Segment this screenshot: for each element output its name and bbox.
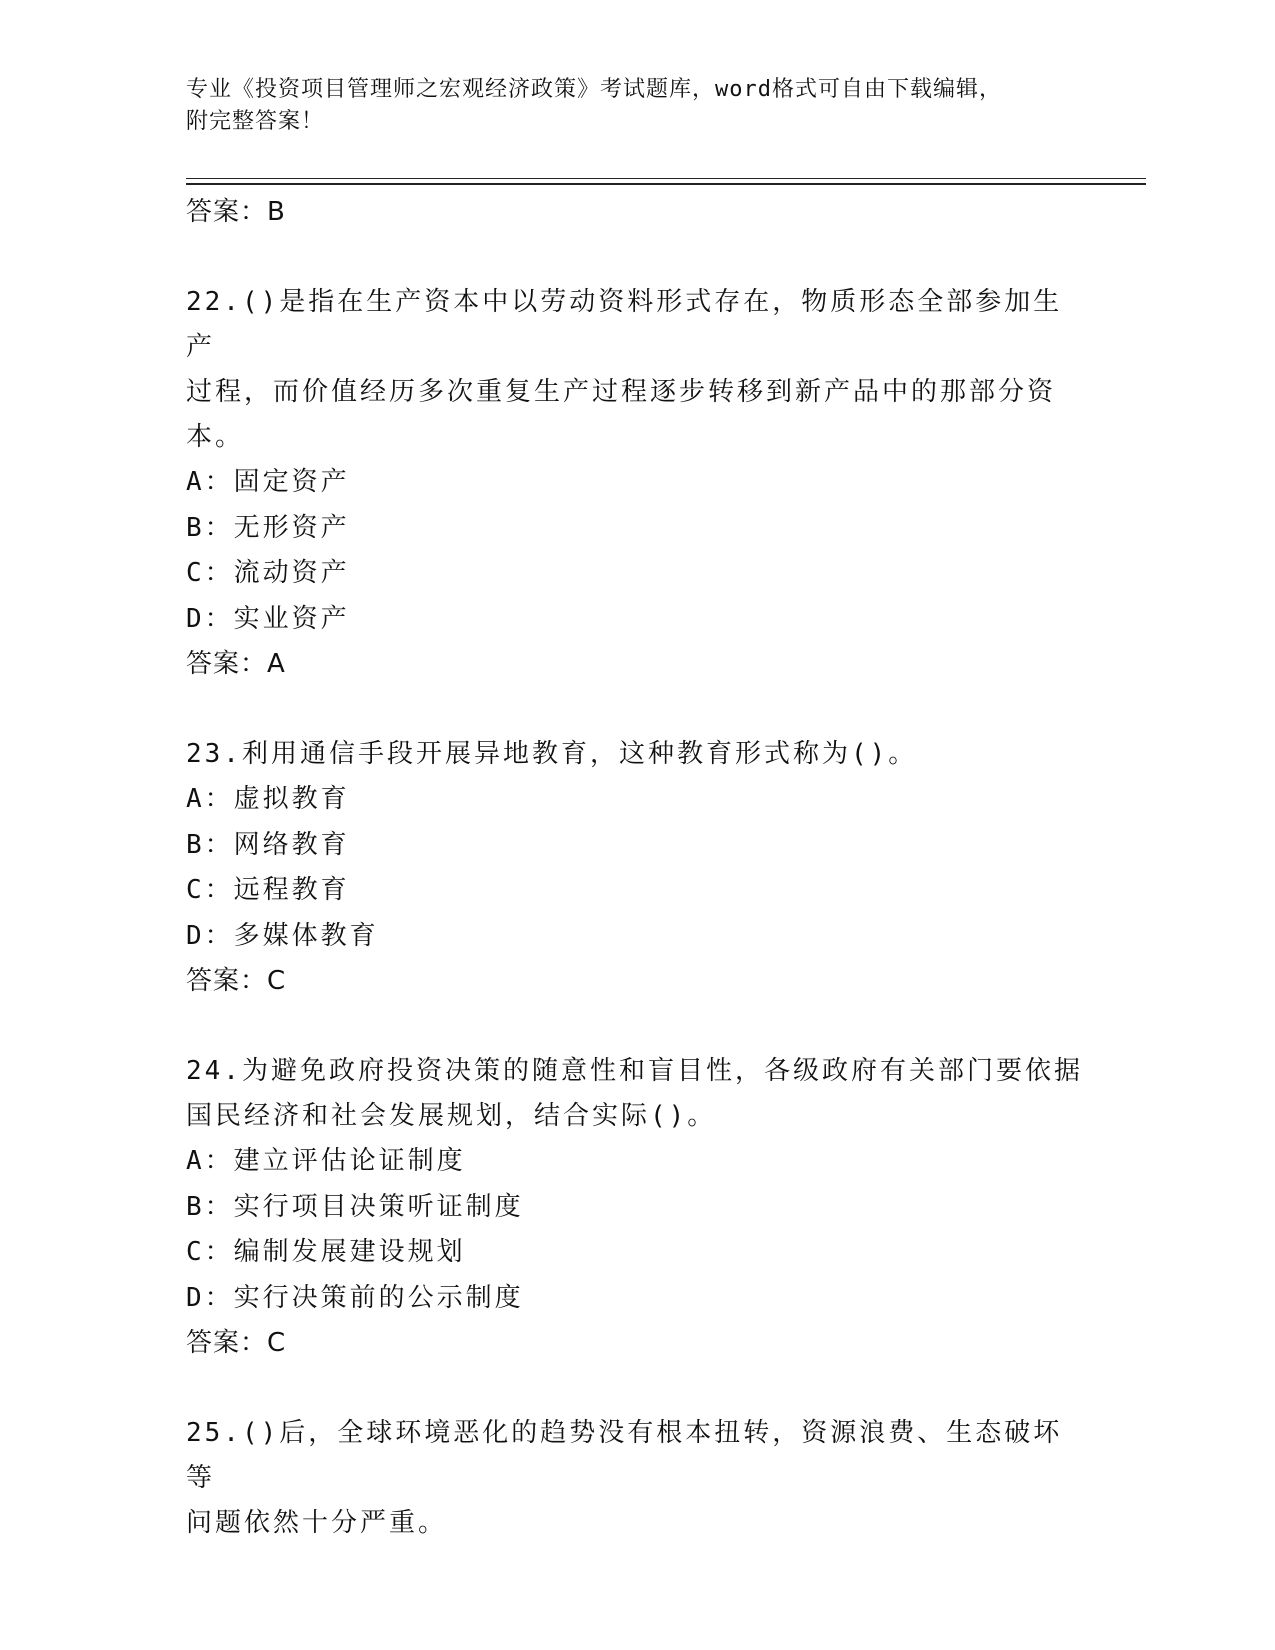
option-c: C：远程教育 [186,875,350,905]
option-d: D：实行决策前的公示制度 [186,1282,524,1313]
option-b: B：实行项目决策听证制度 [186,1191,524,1222]
answer-line: 答案：A [186,649,286,679]
answer-line: 答案：C [186,1328,287,1358]
option-c: C：编制发展建设规划 [186,1237,466,1267]
question-stem-line: 本。 [186,422,245,452]
question-22 [186,280,1086,686]
option-a: A：建立评估论证制度 [186,1146,466,1176]
question-24 [186,1049,1086,1365]
option-b: B：无形资产 [186,512,350,543]
question-stem-line: 25.()后，全球环境恶化的趋势没有根本扭转，资源浪费、生态破坏等 [186,1418,1063,1493]
question-stem-line: 过程，而价值经历多次重复生产过程逐步转移到新产品中的那部分资 [186,377,1057,407]
question-content [186,190,1086,1546]
option-a: A：固定资产 [186,467,350,497]
header-rule-thick [186,183,1146,185]
question-stem-line: 24.为避免政府投资决策的随意性和盲目性，各级政府有关部门要依据 [186,1056,1083,1086]
question-23 [186,732,1086,1003]
header-line-1: 专业《投资项目管理师之宏观经济政策》考试题库，word格式可自由下载编辑， [186,77,1002,102]
question-stem-line: 问题依然十分严重。 [186,1508,448,1538]
header-rule-thin [186,178,1146,179]
option-a: A：虚拟教育 [186,784,350,814]
option-d: D：多媒体教育 [186,920,379,951]
option-c: C：流动资产 [186,558,350,588]
question-stem-line: 22.()是指在生产资本中以劳动资料形式存在，物质形态全部参加生产 [186,287,1063,362]
answer-line: 答案：C [186,966,287,996]
question-stem-line: 国民经济和社会发展规划，结合实际()。 [186,1101,717,1131]
document-header [186,74,1066,138]
question-stem-line: 23.利用通信手段开展异地教育，这种教育形式称为()。 [186,739,918,769]
question-25 [186,1411,1086,1546]
header-line-2: 附完整答案！ [186,109,325,134]
option-b: B：网络教育 [186,829,350,860]
answer-line: 答案：B [186,197,286,227]
option-d: D：实业资产 [186,603,350,634]
